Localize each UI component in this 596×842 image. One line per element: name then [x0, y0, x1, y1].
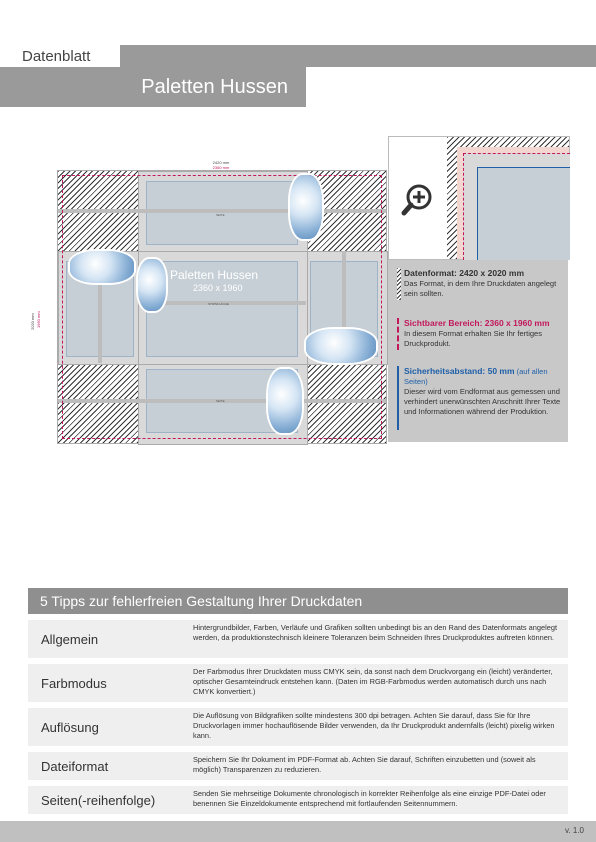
section-label: Datenblatt: [22, 48, 91, 65]
cloud-image-1: [290, 175, 322, 239]
tip-title: Farbmodus: [41, 676, 107, 691]
legend-visible-title: Sichtbarer Bereich: 2360 x 1960 mm: [404, 318, 550, 328]
layout-canvas: [57, 170, 387, 444]
tip-text: Die Auflösung von Bildgrafiken sollte mindestens 300 dpi betragen. Achten Sie darauf, dass Sie für Ihre Druckvorlagen immer hochauflösende Bilder verwenden, da Ihr Druckprodukt andernfalls (leicht) pixelig wirken kann.: [193, 711, 555, 740]
tip-row: [28, 664, 568, 702]
header-bar-top: [120, 45, 596, 67]
cloud-image-4: [306, 329, 376, 363]
tip-title: Auflösung: [41, 720, 99, 735]
tips-heading: 5 Tipps zur fehlerfreien Gestaltung Ihrer Druckdaten: [40, 593, 363, 609]
legend-format: [404, 268, 566, 299]
legend-safety-suffix: (auf allen Seiten): [404, 367, 548, 386]
version-label: v. 1.0: [565, 826, 584, 835]
dimension-top: [57, 160, 385, 170]
tip-text: Hintergrundbilder, Farben, Verläufe und Grafiken sollten unbedingt bis an den Rand des Datenformats angelegt werden, da produktionstechnisch kleinere Toleranzen beim Schneiden Ihres Druckproduktes auftreten können.: [193, 623, 558, 642]
tips-heading-bar: [28, 588, 568, 614]
section-label-box: [0, 45, 120, 67]
zoom-in-icon[interactable]: [401, 183, 433, 217]
legend-safety: [404, 366, 566, 417]
tip-text: Senden Sie mehrseitige Dokumente chronologisch in korrekter Reihenfolge als eine einzige PDF-Datei oder benennen Sie Einzeldokumente entsprechend mit fortlaufenden Seitennummern.: [193, 789, 546, 808]
dimension-left-inner: 1960 mm: [36, 311, 41, 328]
zoom-hatch-horizontal: [447, 137, 569, 147]
cloud-image-5: [268, 369, 302, 433]
dimension-left-outer: 2020 mm: [30, 313, 35, 330]
title-bar: [0, 67, 306, 107]
legend-format-marker: [397, 268, 401, 300]
cloud-image-3: [138, 259, 166, 311]
cloud-image-2: [70, 251, 134, 283]
tip-row: [28, 620, 568, 658]
tip-text: Speichern Sie Ihr Dokument im PDF-Format ab. Achten Sie darauf, Schriften einzubetten und (soweit als möglich) Transparenzen zu reduzieren.: [193, 755, 536, 774]
tip-title: Dateiformat: [41, 759, 109, 774]
legend-safety-title: Sicherheitsabstand: 50 mm: [404, 366, 515, 376]
zoom-safe: [477, 167, 570, 260]
design-size: 2360 x 1960: [193, 283, 243, 293]
tip-row: [28, 752, 568, 780]
dimension-top-outer: 2420 mm: [212, 160, 230, 165]
legend-format-title: Datenformat: 2420 x 2020 mm: [404, 268, 525, 278]
page-title: Paletten Hussen: [141, 76, 288, 98]
legend-safety-marker: [397, 366, 399, 430]
tip-row: [28, 786, 568, 814]
label-side-bottom: SEITE: [216, 399, 225, 403]
design-title: Paletten Hussen: [170, 268, 259, 282]
footer-bar: [0, 821, 596, 842]
tip-title: Allgemein: [41, 632, 99, 647]
legend-visible-marker: [397, 318, 399, 350]
label-side-top: SEITE: [216, 213, 225, 217]
dimension-top-inner: 2360 mm: [212, 165, 230, 170]
tip-text: Der Farbmodus Ihrer Druckdaten muss CMYK sein, da sonst nach dem Druckvorgang ein (leicht) veränderter, optischer Gesamteindruck entstehen kann. (Daten im RGB-Farbmodus werden automatisch durch uns nach CMYK konvertiert.): [193, 667, 553, 696]
zoom-hatch-vertical: [447, 137, 457, 259]
legend-format-text: Das Format, in dem Ihre Druckdaten angelegt sein sollten.: [404, 279, 557, 298]
tip-row: [28, 708, 568, 746]
label-front: STIRNFLÄCHE: [208, 302, 229, 306]
legend-visible: [404, 318, 566, 349]
legend-visible-text: In diesem Format erhalten Sie Ihr fertiges Druckprodukt.: [404, 329, 542, 348]
legend-safety-text: Dieser wird vom Endformat aus gemessen und verhindert unerwünschten Anschnitt Ihrer Texte und Informationen während der Produktion.: [404, 387, 561, 416]
tip-title: Seiten(-reihenfolge): [41, 793, 156, 808]
